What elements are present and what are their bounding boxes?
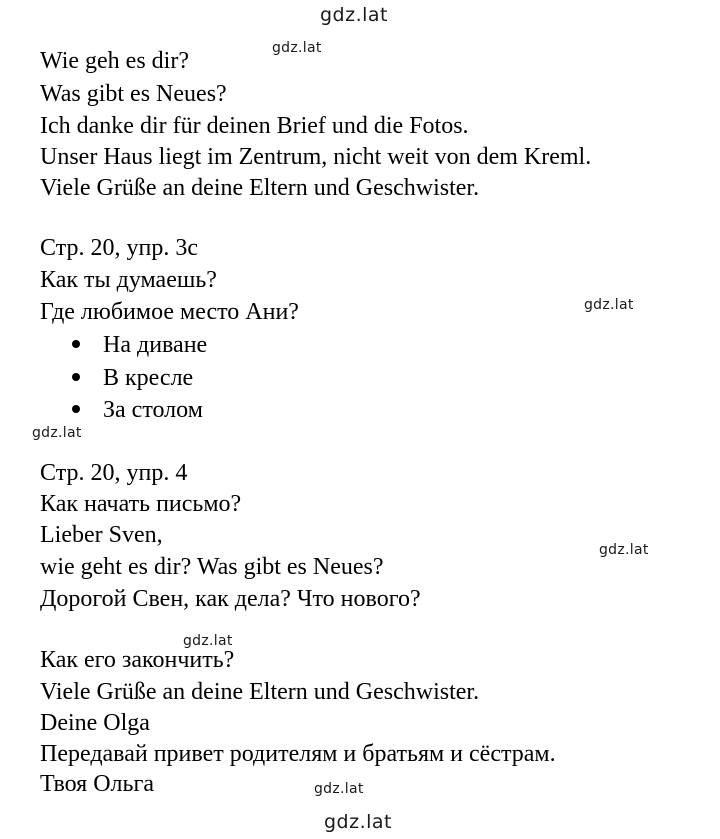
watermark-top: gdz.lat <box>320 4 389 26</box>
text-line: Was gibt es Neues? <box>40 81 227 107</box>
watermark-bottom: gdz.lat <box>324 811 393 833</box>
text-line: Дорогой Свен, как дела? Что нового? <box>40 586 421 612</box>
text-line: Как его закончить? <box>40 647 235 673</box>
text-line: Ich danke dir für deinen Brief und die Fotos. <box>40 113 469 139</box>
watermark: gdz.lat <box>183 633 233 649</box>
bullet-icon <box>72 373 80 381</box>
text-line: Как ты думаешь? <box>40 267 217 293</box>
text-line: Deine Olga <box>40 710 150 736</box>
watermark: gdz.lat <box>599 542 649 558</box>
bullet-text: На диване <box>103 332 208 358</box>
bullet-icon <box>72 405 80 413</box>
text-line: Viele Grüße an deine Eltern und Geschwister. <box>40 175 480 201</box>
watermark: gdz.lat <box>314 781 364 797</box>
watermark: gdz.lat <box>272 40 322 56</box>
bullet-item <box>72 395 203 425</box>
text-line: Твоя Ольга <box>40 771 154 797</box>
bullet-text: За столом <box>103 397 203 423</box>
section-heading: Стр. 20, упр. 4 <box>40 460 188 486</box>
bullet-icon <box>72 340 80 348</box>
text-line: Wie geh es dir? <box>40 48 189 74</box>
text-line: Как начать письмо? <box>40 491 242 517</box>
text-line: Передавай привет родителям и братьям и сёстрам. <box>40 741 556 767</box>
text-line: wie geht es dir? Was gibt es Neues? <box>40 554 384 580</box>
text-line: Viele Grüße an deine Eltern und Geschwister. <box>40 679 480 705</box>
watermark: gdz.lat <box>584 297 634 313</box>
bullet-item <box>72 330 207 360</box>
bullet-text: В кресле <box>103 365 194 391</box>
section-heading: Стр. 20, упр. 3c <box>40 235 198 261</box>
bullet-item <box>72 363 193 393</box>
watermark: gdz.lat <box>32 425 82 441</box>
text-line: Unser Haus liegt im Zentrum, nicht weit von dem Kreml. <box>40 144 592 170</box>
text-line: Где любимое место Ани? <box>40 299 299 325</box>
text-line: Lieber Sven, <box>40 522 163 548</box>
